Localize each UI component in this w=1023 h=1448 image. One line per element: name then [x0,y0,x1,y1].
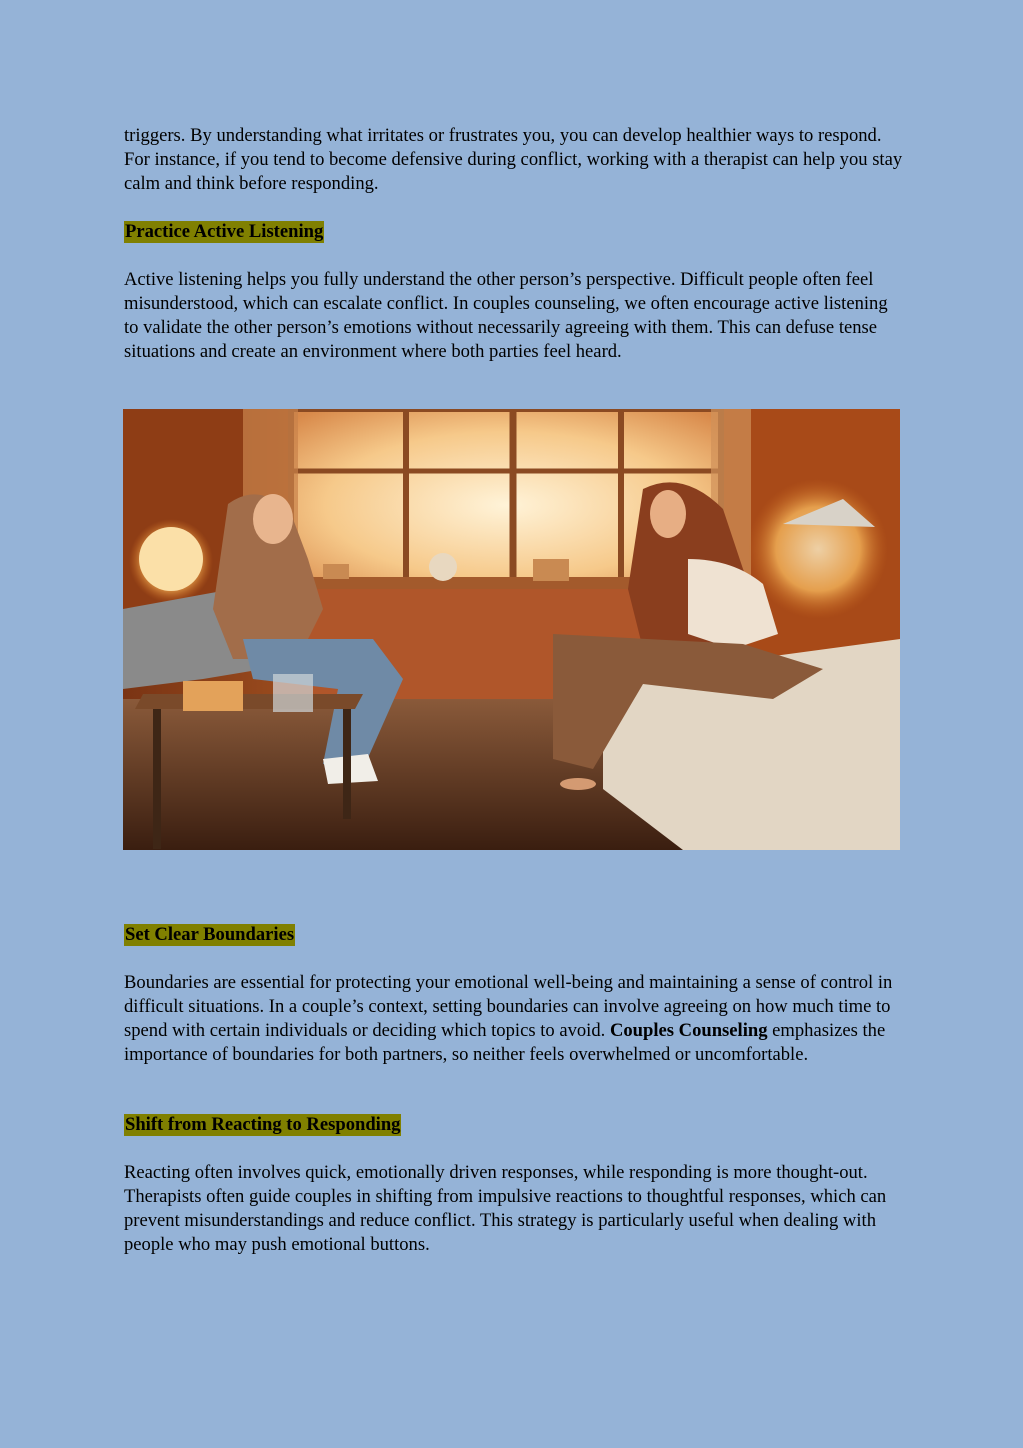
heading-shift-reacting-responding: Shift from Reacting to Responding [125,1114,401,1135]
couples-counseling-bold: Couples Counseling [609,1020,768,1041]
counseling-session-photo [123,409,900,850]
heading-set-clear-boundaries: Set Clear Boundaries [125,924,295,945]
intro-paragraph: triggers. By understanding what irritates or frustrates you, you can develop healthier ways to respond. For instance, if you tend to become defensive during conflict, working with a therapist can help you stay calm and think before responding. [124,125,903,194]
paragraph-boundaries-text: Boundaries are essential for protecting your emotional well-being and maintaining a sense of control in difficult situations. In a couple’s context, setting boundaries can involve agreeing on how much time to spend with certain individuals or deciding which topics to avoid. [124,972,893,1041]
paragraph-reacting-responding: Reacting often involves quick, emotionally driven responses, while responding is more thought-out. Therapists often guide couples in shifting from impulsive reactions to thoughtful responses, which can prevent misunderstandings and reduce conflict. This strategy is particularly useful when dealing with people who may push emotional buttons. [124,1162,887,1255]
photo-illustration [123,409,900,850]
paragraph-boundaries-continuation: emphasizes the importance of boundaries for both partners, so neither feels overwhelmed or uncomfortable. [124,1020,886,1065]
heading-practice-active-listening: Practice Active Listening [125,221,324,242]
paragraph-boundaries [124,971,904,1067]
paragraph-active-listening: Active listening helps you fully understand the other person’s perspective. Difficult people often feel misunderstood, which can escalate conflict. In couples counseling, we often encourage active listening to validate the other person’s emotions without necessarily agreeing with them. This can defuse tense situations and create an environment where both parties feel heard. [124,269,888,362]
